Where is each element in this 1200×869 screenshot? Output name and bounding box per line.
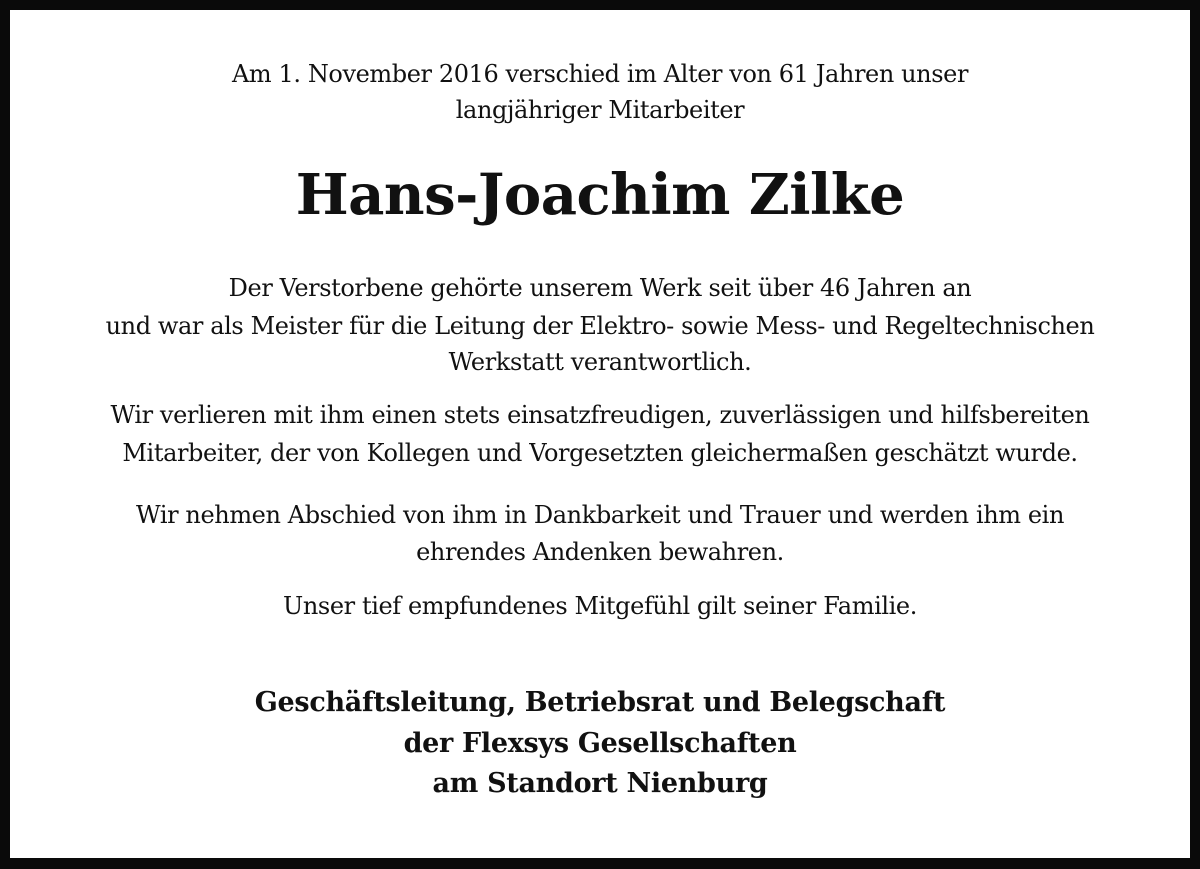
paragraph-line: Wir nehmen Abschied von ihm in Dankbarkeit und Trauer und werden ihm ein <box>135 501 1065 529</box>
deceased-name: Hans-Joachim Zilke <box>295 162 905 228</box>
intro-line: langjähriger Mitarbeiter <box>455 96 745 124</box>
signature-line: der Flexsys Gesellschaften <box>403 728 797 759</box>
paragraph-line: und war als Meister für die Leitung der Elektro- sowie Mess- und Regeltechnischen <box>105 312 1095 340</box>
paragraph-line: Unser tief empfundenes Mitgefühl gilt seiner Familie. <box>283 592 917 620</box>
paragraph-line: ehrendes Andenken bewahren. <box>416 538 784 566</box>
paragraph-line: Werkstatt verantwortlich. <box>448 348 752 376</box>
paragraph-line: Wir verlieren mit ihm einen stets einsatzfreudigen, zuverlässigen und hilfsbereiten <box>110 401 1090 429</box>
intro-line: Am 1. November 2016 verschied im Alter von 61 Jahren unser <box>231 60 969 88</box>
signature-line: am Standort Nienburg <box>432 768 768 799</box>
signature-line: Geschäftsleitung, Betriebsrat und Belegschaft <box>254 687 946 718</box>
paragraph-line: Der Verstorbene gehörte unserem Werk seit über 46 Jahren an <box>228 274 972 302</box>
paragraph-line: Mitarbeiter, der von Kollegen und Vorgesetzten gleichermaßen geschätzt wurde. <box>122 439 1078 467</box>
